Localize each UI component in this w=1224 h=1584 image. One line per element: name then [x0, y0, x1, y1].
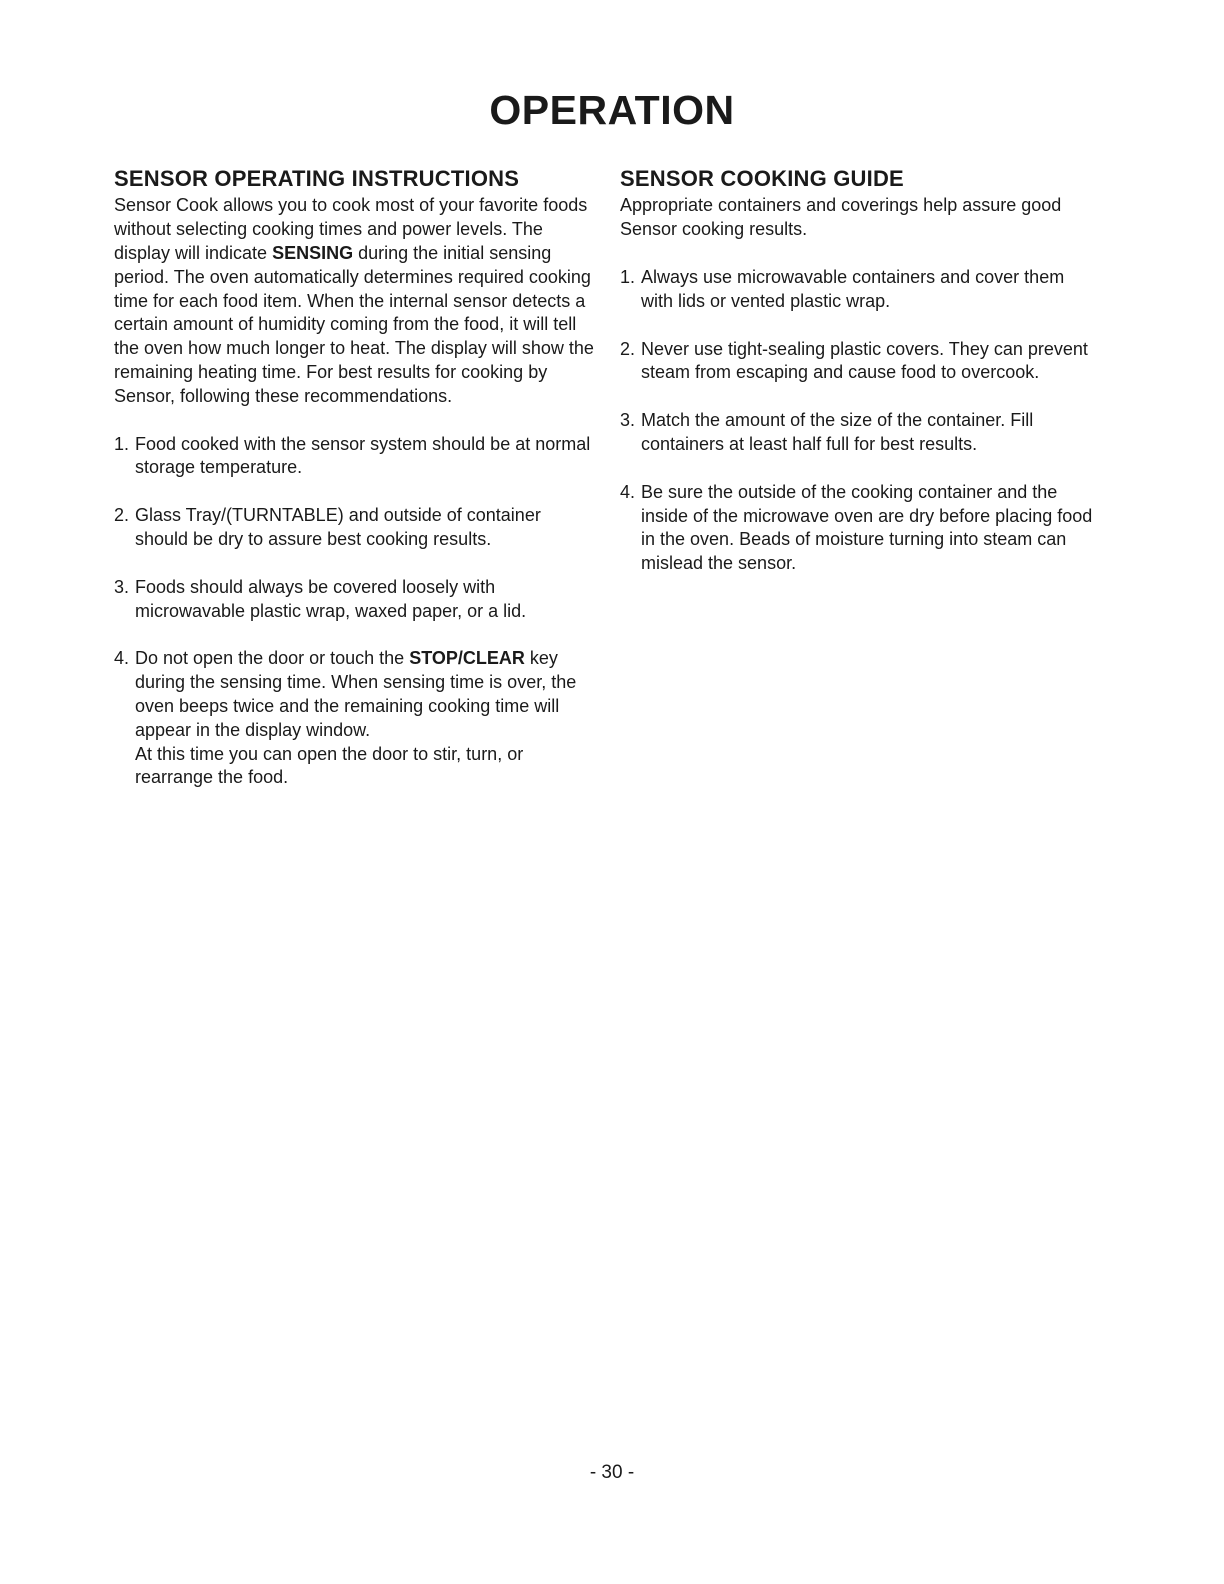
- list-item: [114, 576, 598, 624]
- item-number: 3.: [114, 576, 130, 597]
- item-text: [135, 647, 598, 790]
- list-item: [620, 338, 1098, 386]
- intro-text-end: during the initial sensing period. The oven automatically determines required cooking time for each food item. When the internal sensor detects a certain amount of humidity coming from the food, it will tell the oven how much longer to heat. The display will show the remaining heating time. For best results for cooking by Sensor, following these recommendations.: [114, 242, 594, 406]
- operating-instructions-list: [114, 433, 598, 791]
- item-text: Food cooked with the sensor system should be at normal storage temperature.: [135, 433, 591, 478]
- item-text: Be sure the outside of the cooking container and the inside of the microwave oven are dry before placing food in the oven. Beads of moisture turning into steam can mislead the sensor.: [641, 481, 1093, 574]
- item-text-end: key during the sensing time. When sensing time is over, the oven beeps twice and the remaining cooking time will appear in the display window.: [135, 648, 577, 740]
- item-text: Never use tight-sealing plastic covers. They can prevent steam from escaping and cause food to overcook.: [641, 338, 1088, 383]
- list-item: [114, 647, 598, 790]
- list-item: [620, 409, 1098, 457]
- item-number: 2.: [114, 505, 130, 526]
- cooking-guide-intro: Appropriate containers and coverings help assure good Sensor cooking results.: [620, 195, 1062, 240]
- section-heading-cooking-guide: SENSOR COOKING GUIDE: [620, 166, 904, 191]
- item-number: 4.: [620, 481, 636, 502]
- cooking-guide-list: [620, 266, 1098, 576]
- sensor-operating-instructions-section: [114, 166, 598, 814]
- sensor-cooking-guide-section: [620, 166, 1098, 600]
- item-text: Glass Tray/(TURNTABLE) and outside of container should be dry to assure best cooking results.: [135, 505, 541, 549]
- item-text: Foods should always be covered loosely with microwavable plastic wrap, waxed paper, or a lid.: [135, 576, 527, 621]
- item-text-line2: At this time you can open the door to stir, turn, or rearrange the food.: [135, 743, 524, 788]
- item-text: Always use microwavable containers and cover them with lids or vented plastic wrap.: [641, 266, 1065, 311]
- sensing-keyword: SENSING: [272, 242, 354, 263]
- page-title: OPERATION: [489, 87, 735, 133]
- item-number: 1.: [114, 433, 130, 454]
- item-text: Match the amount of the size of the container. Fill containers at least half full for best results.: [641, 410, 1034, 454]
- intro-text-start: Sensor Cook allows you to cook most of your favorite foods without selecting cooking times and power levels. The display will indicate: [114, 195, 588, 263]
- list-item: [114, 504, 598, 552]
- item-number: 1.: [620, 266, 636, 287]
- item-text-start: Do not open the door or touch the: [135, 648, 410, 669]
- item-number: 3.: [620, 410, 636, 431]
- stop-clear-keyword: STOP/CLEAR: [409, 648, 525, 669]
- list-item: [620, 266, 1098, 314]
- list-item: [620, 481, 1098, 576]
- page-number: - 30 -: [589, 1462, 635, 1483]
- section-heading-operating-instructions: SENSOR OPERATING INSTRUCTIONS: [114, 166, 520, 191]
- operating-instructions-intro: [114, 194, 598, 408]
- list-item: [114, 433, 598, 481]
- item-number: 4.: [114, 648, 130, 669]
- item-number: 2.: [620, 338, 636, 359]
